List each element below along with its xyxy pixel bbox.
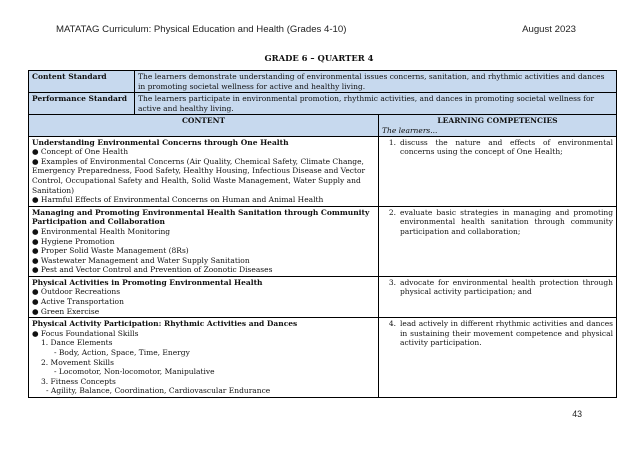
content-cell xyxy=(29,136,379,206)
competency-text: discuss the nature and effects of environmental concerns using the concept of One Health; xyxy=(400,137,613,157)
page-header xyxy=(56,24,576,35)
list-item: ● Concept of One Health xyxy=(32,147,129,157)
competency-cell xyxy=(379,318,617,398)
list-item: ● Environmental Health Monitoring xyxy=(32,226,171,236)
competencies-header-label: LEARNING COMPETENCIES xyxy=(437,116,558,126)
list-item: ● Harmful Effects of Environmental Concerns on Human and Animal Health xyxy=(32,195,324,205)
competency-number: 3. xyxy=(388,277,396,287)
column-header-row xyxy=(29,115,617,136)
competency-text: advocate for environmental health protection through physical activity participation; and xyxy=(400,277,613,297)
skill-detail: - Agility, Balance, Coordination, Cardiovascular Endurance xyxy=(46,386,271,396)
competency-text: lead actively in different rhythmic activities and dances in sustaining their movement competence and physical activity participation. xyxy=(400,319,613,348)
performance-standard-label: Performance Standard xyxy=(29,93,135,115)
content-column-header: CONTENT xyxy=(29,115,379,136)
content-cell xyxy=(29,206,379,276)
skill-detail: - Body, Action, Space, Time, Energy xyxy=(54,348,190,358)
list-item: ● Pest and Vector Control and Prevention of Zoonotic Diseases xyxy=(32,265,273,275)
list-item: ● Wastewater Management and Water Supply Sanitation xyxy=(32,255,250,265)
topic-heading: Managing and Promoting Environmental Health Sanitation through Community Participation and Collaboration xyxy=(32,207,370,227)
content-standard-label: Content Standard xyxy=(29,71,135,93)
list-item: ● Active Transportation xyxy=(32,297,124,307)
competencies-header-sub: The learners... xyxy=(382,125,438,135)
skill-detail: - Locomotor, Non-locomotor, Manipulative xyxy=(54,367,215,377)
competency-cell xyxy=(379,276,617,317)
topic-heading: Physical Activities in Promoting Environmental Health xyxy=(32,277,263,287)
page-number: 43 xyxy=(572,409,582,419)
header-date: August 2023 xyxy=(522,24,576,35)
competency-number: 1. xyxy=(388,137,396,147)
content-standard-text: The learners demonstrate understanding of environmental issues concerns, sanitation, and rhythmic activities and dances in promoting societal wellness for active and healthy living. xyxy=(135,71,617,93)
topic-heading: Physical Activity Participation: Rhythmic Activities and Dances xyxy=(32,319,298,329)
table-row xyxy=(29,136,617,206)
grade-quarter-title: GRADE 6 – QUARTER 4 xyxy=(264,53,374,63)
list-item: ● Focus Foundational Skills xyxy=(32,328,139,338)
performance-standard-row xyxy=(29,93,617,115)
competency-cell xyxy=(379,136,617,206)
skill-label: 1. Dance Elements xyxy=(41,338,113,348)
skill-label: 3. Fitness Concepts xyxy=(41,376,116,386)
competency-cell xyxy=(379,206,617,276)
content-cell xyxy=(29,276,379,317)
competency-number: 2. xyxy=(388,207,396,217)
table-row xyxy=(29,206,617,276)
competency-text: evaluate basic strategies in managing and promoting environmental health sanitation through community participation and collaboration; xyxy=(400,207,613,236)
competencies-column-header xyxy=(379,115,617,136)
content-cell xyxy=(29,318,379,398)
table-row xyxy=(29,276,617,317)
content-standard-row xyxy=(29,71,617,93)
list-item: ● Hygiene Promotion xyxy=(32,236,115,246)
list-item: ● Green Exercise xyxy=(32,306,100,316)
competency-number: 4. xyxy=(388,319,396,329)
table-row xyxy=(29,318,617,398)
skill-label: 2. Movement Skills xyxy=(41,357,114,367)
curriculum-title: MATATAG Curriculum: Physical Education and Health (Grades 4-10) xyxy=(56,24,347,35)
curriculum-table xyxy=(28,70,617,398)
list-item: ● Outdoor Recreations xyxy=(32,287,121,297)
topic-heading: Understanding Environmental Concerns through One Health xyxy=(32,137,289,147)
performance-standard-text: The learners participate in environmental promotion, rhythmic activities, and dances in promoting societal wellness for active and healthy living. xyxy=(135,93,617,115)
list-item: ● Examples of Environmental Concerns (Air Quality, Chemical Safety, Climate Change, Emergency Preparedness, Food Safety, Healthy Housing, Infectious Disease and Vector Control, Occupational Safety and Health, Solid Waste Management, Water Supply and Sanitation) xyxy=(32,156,366,195)
list-item: ● Proper Solid Waste Management (8Rs) xyxy=(32,246,189,256)
